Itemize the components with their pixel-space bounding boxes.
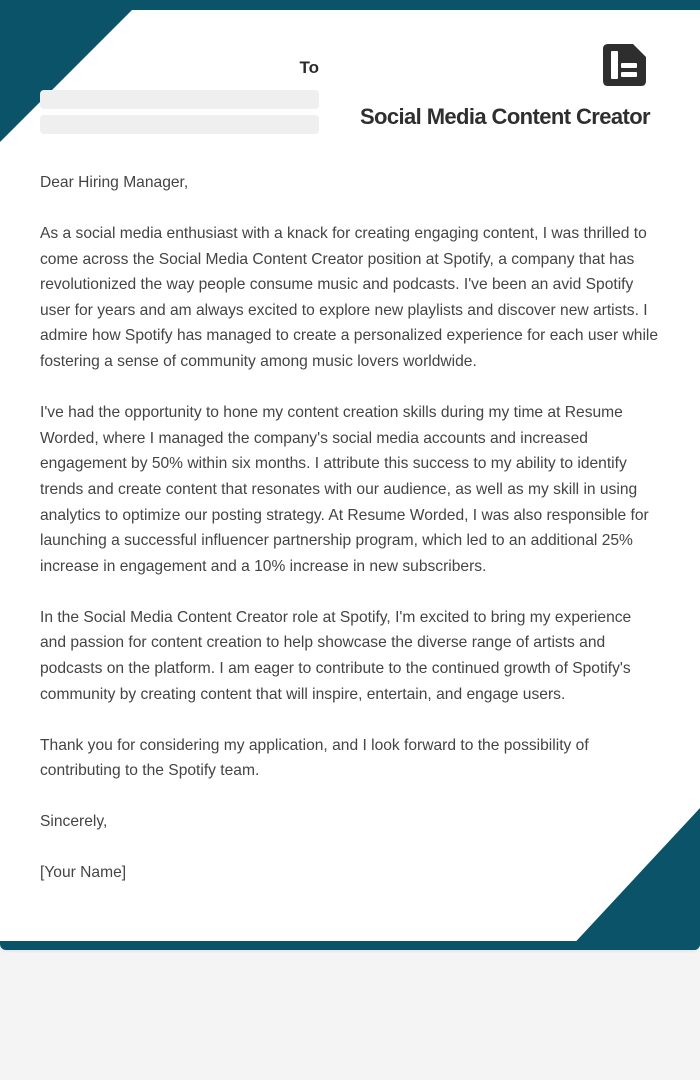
recipient-line-placeholder <box>40 115 319 134</box>
letter-body <box>40 170 660 912</box>
bottom-accent-bar <box>0 941 700 950</box>
paragraph: Thank you for considering my application, and I look forward to the possibility of contributing to the Spotify team. <box>40 736 589 780</box>
document-icon <box>603 44 646 86</box>
job-title-heading: Social Media Content Creator <box>359 104 650 129</box>
signature: [Your Name] <box>40 864 127 882</box>
closing: Sincerely, <box>40 813 108 831</box>
recipient-label: To <box>299 58 319 77</box>
recipient-line-placeholder <box>40 90 319 109</box>
paragraph: I've had the opportunity to hone my content creation skills during my time at Resume Worded, where I managed the company's social media accounts and increased engagement by 50% within six months. I attribute this success to my ability to identify trends and create content that resonates with our audience, as well as my skill in using analytics to optimize our posting strategy. At Resume Worded, I was also responsible for launching a successful influencer partnership program, which led to an additional 25% increase in engagement and a 10% increase in new subscribers. <box>40 404 649 575</box>
paragraph: In the Social Media Content Creator role at Spotify, I'm excited to bring my experience and passion for content creation to help showcase the diverse range of artists and podcasts on the platform. I am eager to contribute to the continued growth of Spotify's community by creating content that will inspire, entertain, and engage users. <box>40 608 632 703</box>
greeting: Dear Hiring Manager, <box>40 174 189 191</box>
paragraph: As a social media enthusiast with a knack for creating engaging content, I was thrilled to come across the Social Media Content Creator position at Spotify, a company that has revolutionized the way people consume music and podcasts. I've been an avid Spotify user for years and am always excited to explore new playlists and discover new artists. I admire how Spotify has managed to create a personalized experience for each user while fostering a sense of community among music lovers worldwide. <box>40 225 659 371</box>
